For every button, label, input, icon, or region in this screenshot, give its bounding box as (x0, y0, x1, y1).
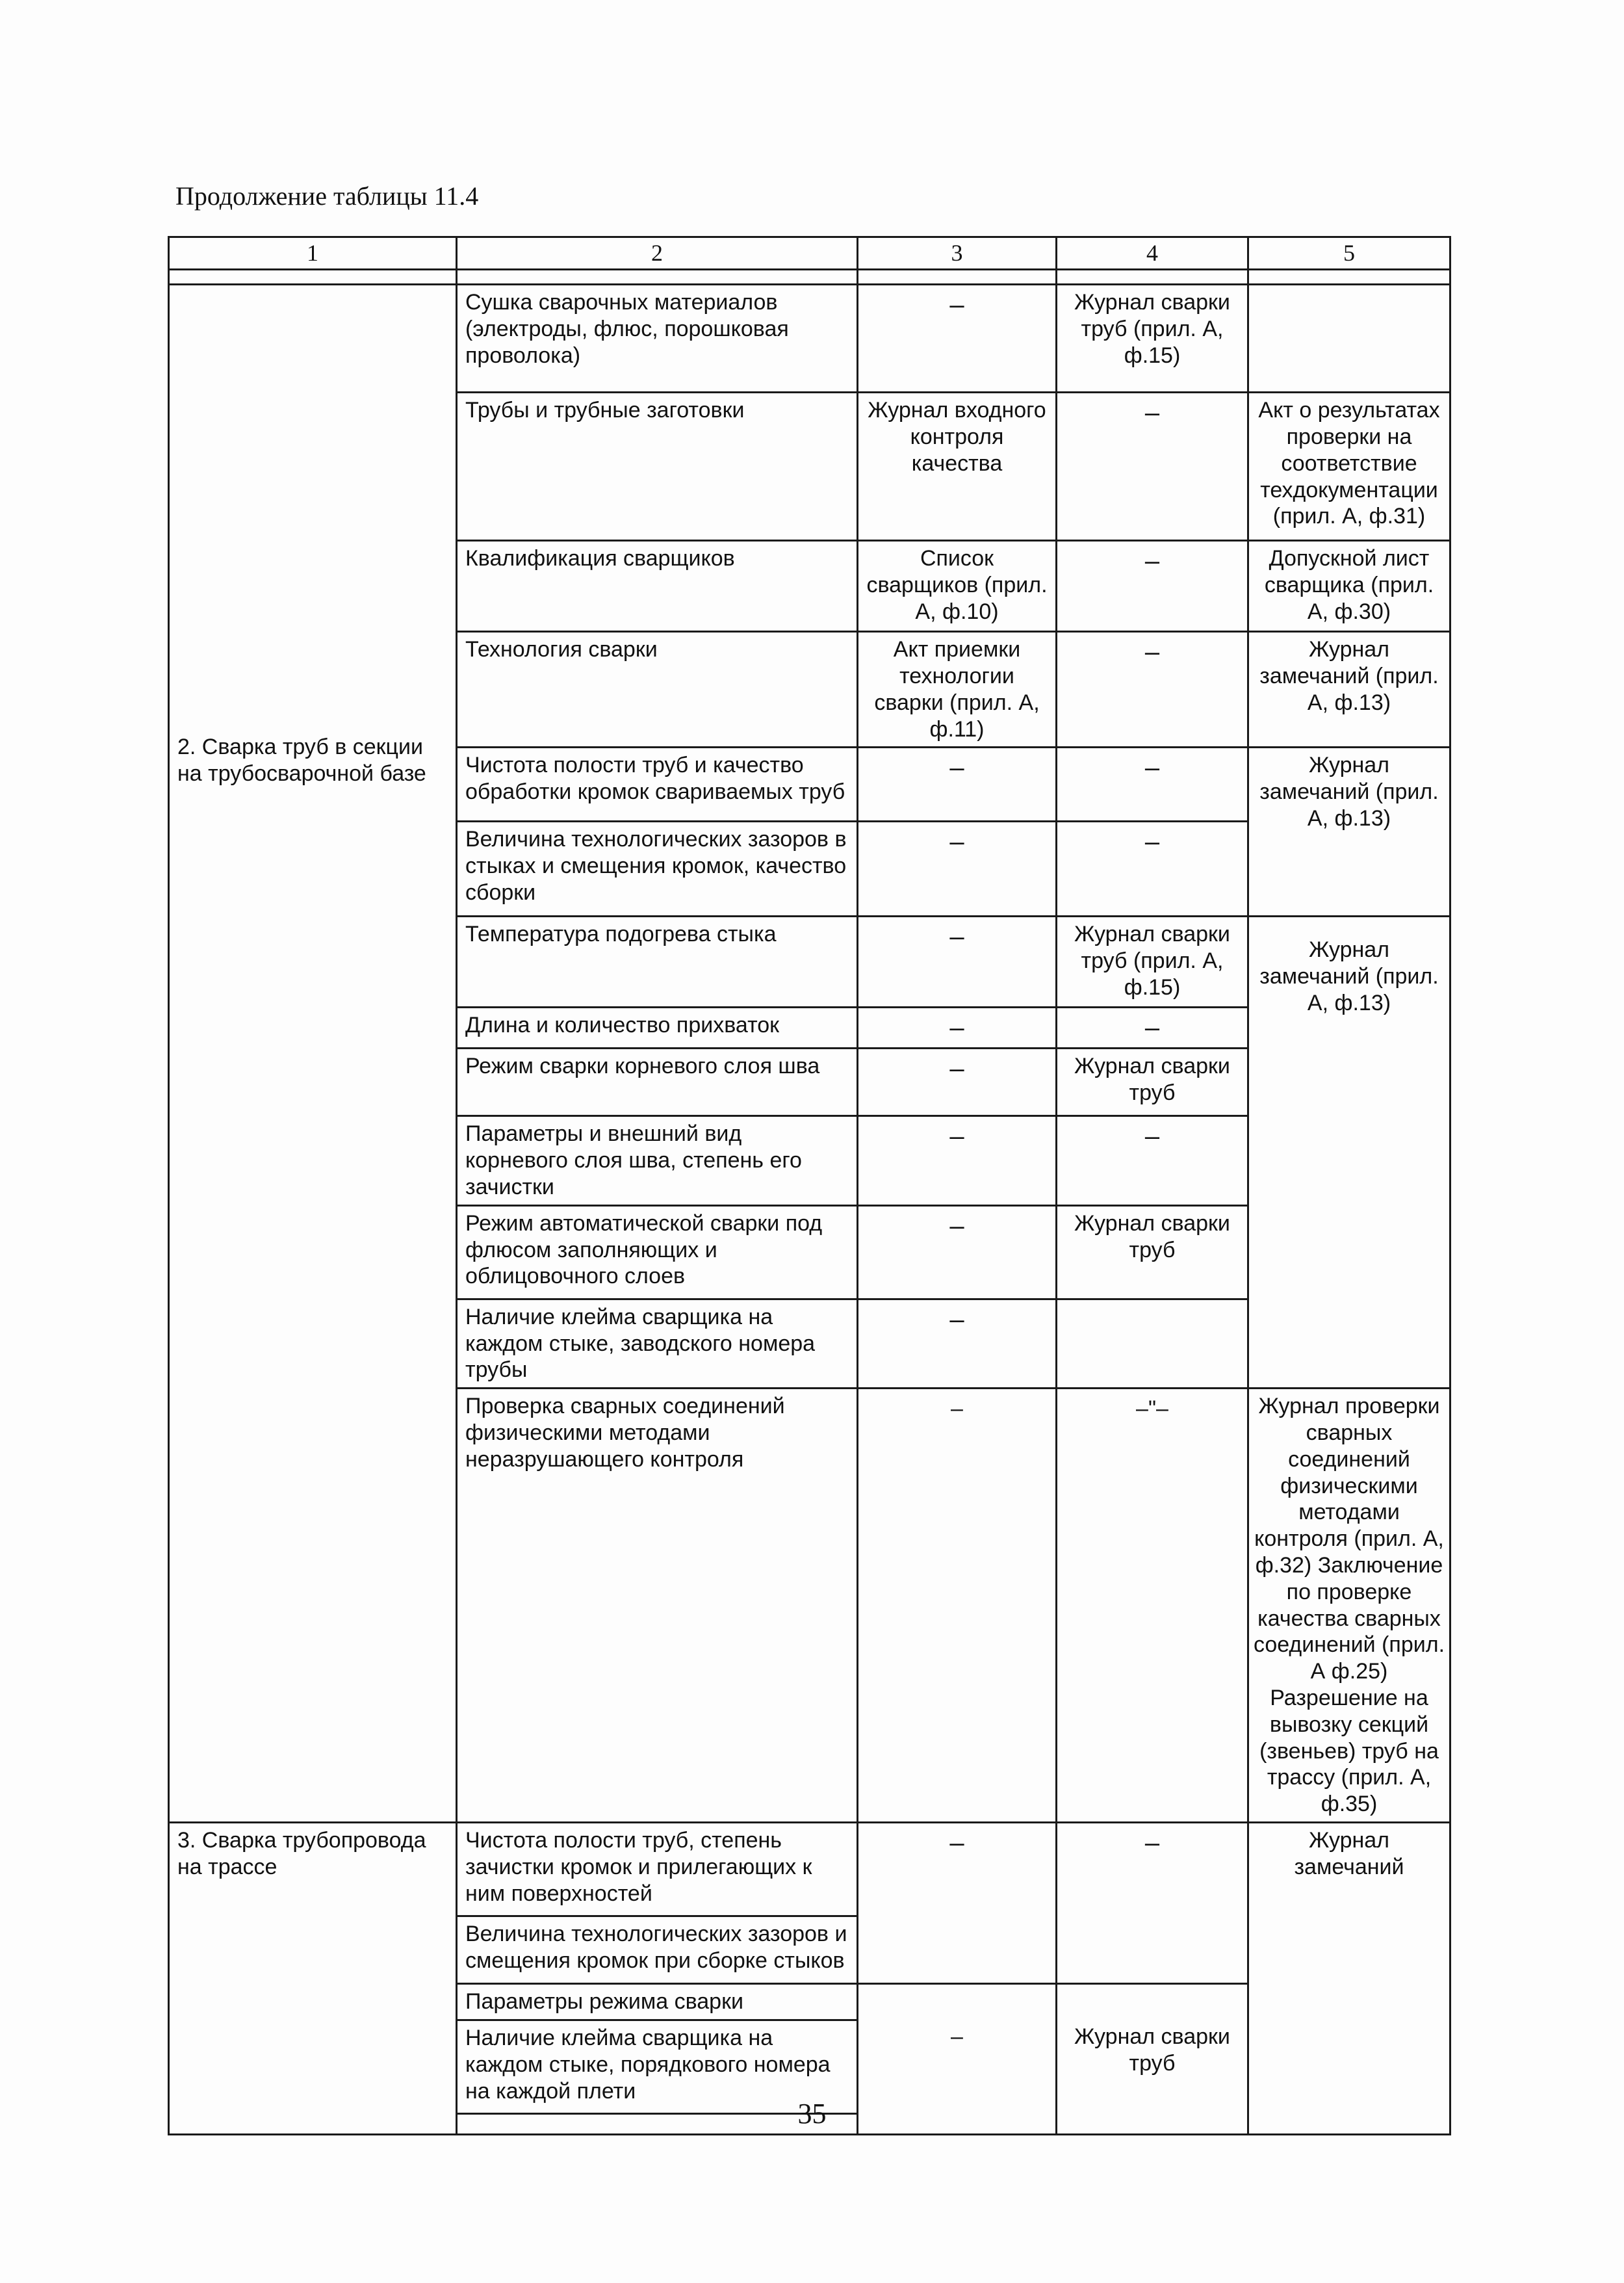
gap-cell (858, 270, 1057, 285)
col3-cell: – (858, 822, 1057, 917)
header-col-3: 3 (858, 237, 1057, 270)
col5-cell: Допускной лист сварщика (прил. А, ф.30) (1248, 541, 1450, 632)
col4-cell: – (1057, 822, 1248, 917)
control-object-cell: Квалификация сварщиков (457, 541, 858, 632)
section-3-label: 3. Сварка трубопровода на трассе (169, 1822, 457, 2134)
col3-cell: Акт приемки технологии сварки (прил. А, ф.11) (858, 632, 1057, 748)
col4-cell: – (1057, 1008, 1248, 1049)
col3-merged-cell: – (858, 1983, 1057, 2134)
col4-merged-cell: Журнал сварки труб (1057, 1983, 1248, 2134)
header-col-1: 1 (169, 237, 457, 270)
table-row (169, 1822, 1450, 1916)
control-object-cell: Сушка сварочных материалов (электроды, флюс, порошковая проволока) (457, 285, 858, 393)
col3-cell: – (858, 285, 1057, 393)
control-object-cell: Режим сварки корневого слоя шва (457, 1049, 858, 1116)
header-col-5: 5 (1248, 237, 1450, 270)
col3-cell: Журнал входного контроля качества (858, 393, 1057, 541)
col5-merged-cell: Журнал замечаний (прил. А, ф.13) (1248, 917, 1450, 1389)
control-object-cell: Длина и количество прихваток (457, 1008, 858, 1049)
col3-cell: – (858, 917, 1057, 1008)
col4-cell: – (1057, 541, 1248, 632)
col4-cell: – (1057, 1116, 1248, 1205)
col4-cell: – (1057, 393, 1248, 541)
control-object-cell: Наличие клейма сварщика на каждом стыке, порядкового номера на каждой плети (457, 2020, 858, 2113)
control-object-cell: Чистота полости труб и качество обработки кромок свариваемых труб (457, 748, 858, 822)
header-col-4: 4 (1057, 237, 1248, 270)
col4-cell (1057, 1299, 1248, 1388)
control-object-cell: Проверка сварных соединений физическими методами неразрушающего контроля (457, 1389, 858, 1823)
col3-cell: – (858, 1299, 1057, 1388)
col3-cell: – (858, 1008, 1057, 1049)
gap-cell (169, 270, 457, 285)
control-object-cell: Температура подогрева стыка (457, 917, 858, 1008)
gap-cell (1057, 270, 1248, 285)
table-row (169, 285, 1450, 393)
control-object-cell: Технология сварки (457, 632, 858, 748)
col4-merged-cell: – (1057, 1822, 1248, 1983)
table-header-row (169, 237, 1450, 270)
col3-cell: – (858, 1205, 1057, 1299)
col4-cell: – (1057, 632, 1248, 748)
section-2-label: 2. Сварка труб в секции на трубосварочной базе (169, 285, 457, 1823)
gap-cell (1248, 270, 1450, 285)
control-object-cell: Параметры режима сварки (457, 1983, 858, 2020)
col4-cell: Журнал сварки труб (1057, 1049, 1248, 1116)
col3-merged-cell: – (858, 1822, 1057, 1983)
col4-cell: Журнал сварки труб (1057, 1205, 1248, 1299)
page-number: 35 (797, 2098, 827, 2130)
col5-merged-cell: Журнал замечаний (прил. А, ф.13) (1248, 748, 1450, 917)
control-object-cell: Величина технологических зазоров и смещения кромок при сборке стыков (457, 1916, 858, 1983)
col5-cell: Журнал проверки сварных соединений физическими методами контроля (прил. А, ф.32) Заключение по проверке качества сварных соединений (прил. А ф.25) Разрешение на вывозку секций (звеньев) труб на трассу (прил. А, ф.35) (1248, 1389, 1450, 1823)
continuation-table (168, 236, 1451, 2135)
col5-cell: Акт о результатах проверки на соответствие техдокументации (прил. А, ф.31) (1248, 393, 1450, 541)
control-object-cell: Чистота полости труб, степень зачистки кромок и прилегающих к ним поверхностей (457, 1822, 858, 1916)
control-object-cell: Наличие клейма сварщика на каждом стыке, заводского номера трубы (457, 1299, 858, 1388)
col3-cell: – (858, 748, 1057, 822)
control-object-cell: Параметры и внешний вид корневого слоя шва, степень его зачистки (457, 1116, 858, 1205)
control-object-cell: Режим автоматической сварки под флюсом заполняющих и облицовочного слоев (457, 1205, 858, 1299)
col3-cell: – (858, 1389, 1057, 1823)
col5-cell (1248, 285, 1450, 393)
gap-cell (457, 270, 858, 285)
header-col-2: 2 (457, 237, 858, 270)
col5-cell: Журнал замечаний (прил. А, ф.13) (1248, 632, 1450, 748)
col4-cell: Журнал сварки труб (прил. А, ф.15) (1057, 917, 1248, 1008)
header-gap-row (169, 270, 1450, 285)
col3-cell: – (858, 1116, 1057, 1205)
control-object-cell: Величина технологических зазоров в стыках и смещения кромок, качество сборки (457, 822, 858, 917)
col4-cell: Журнал сварки труб (прил. А, ф.15) (1057, 285, 1248, 393)
col3-cell: – (858, 1049, 1057, 1116)
col5-merged-cell: Журнал замечаний (1248, 1822, 1450, 2134)
control-object-cell: Трубы и трубные заготовки (457, 393, 858, 541)
col4-cell: – (1057, 748, 1248, 822)
col4-cell: –"– (1057, 1389, 1248, 1823)
col3-cell: Список сварщиков (прил. А, ф.10) (858, 541, 1057, 632)
table-caption: Продолжение таблицы 11.4 (175, 181, 479, 211)
